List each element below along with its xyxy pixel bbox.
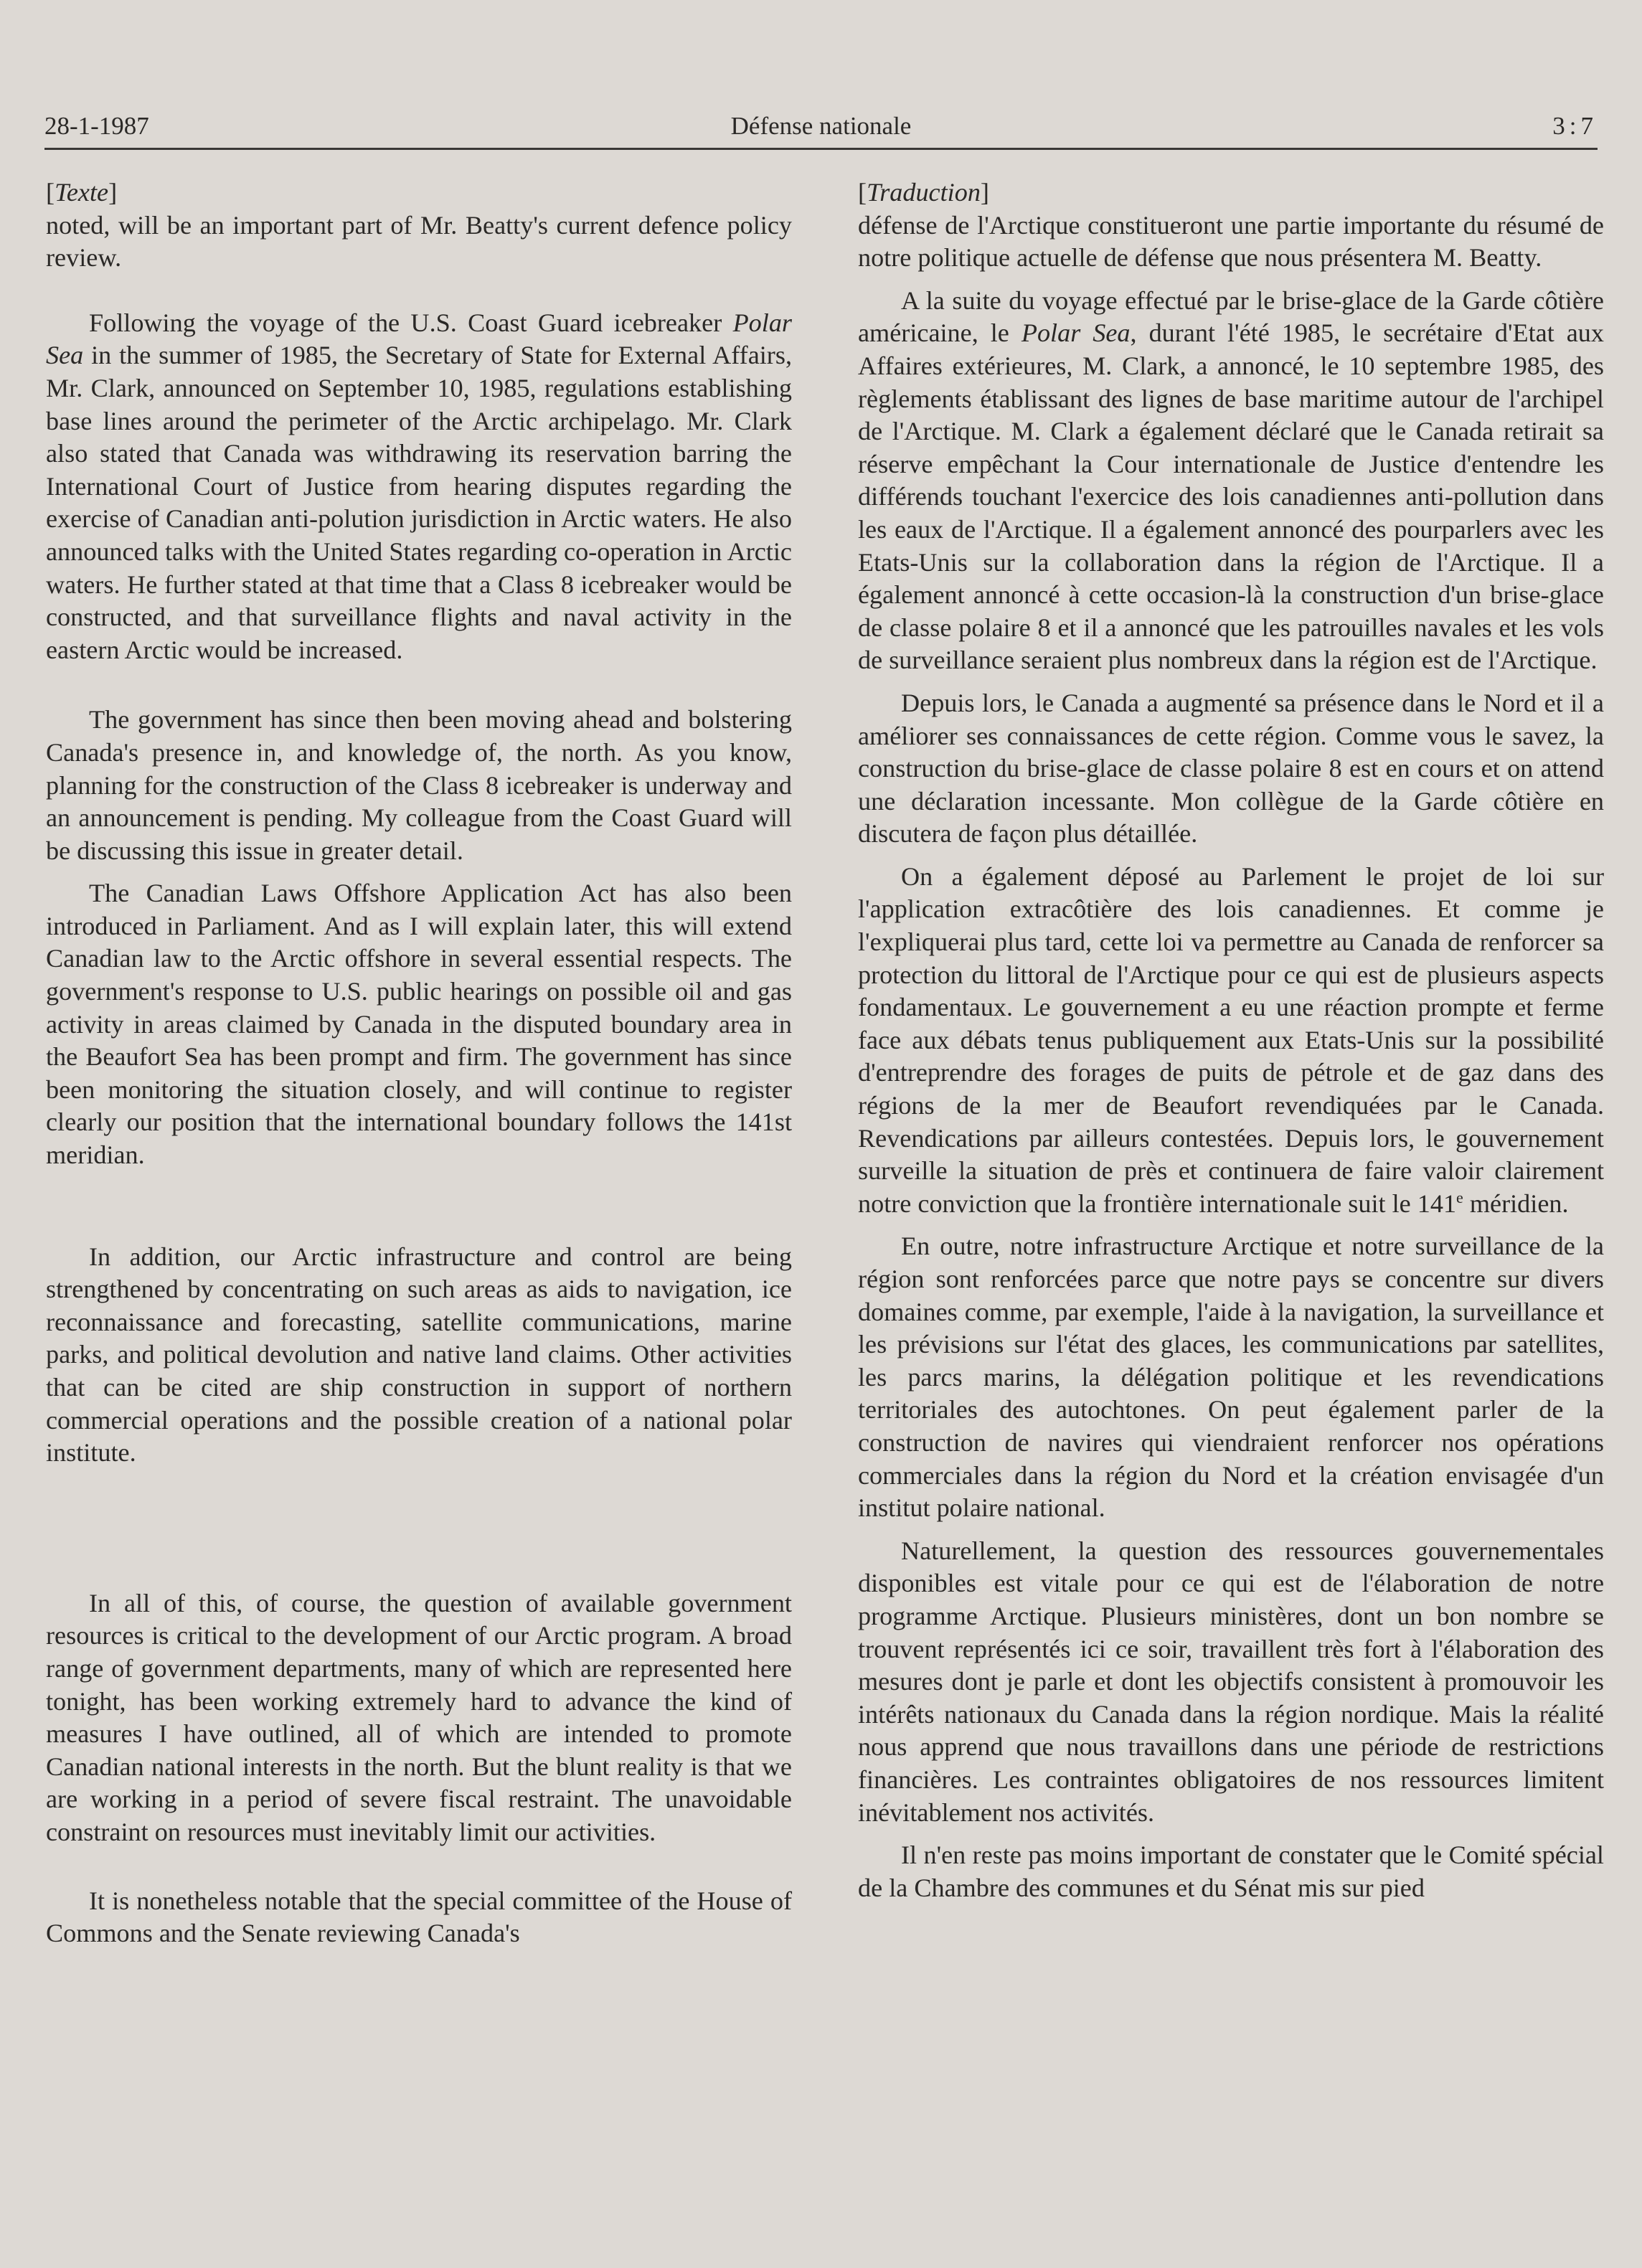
paragraph: En outre, notre infrastructure Arctique et notre surveillance de la région sont renforcées parce que notre pays se concentre sur divers domaines comme, par exemple, l'aide à la navigation, la surveillance et les prévisions sur l'état des glaces, les communications par satellites, les parcs marins, la délégation politique et les revendications territoriales des autochtones. On peut également parler de la construction de navires qui viendraient renforcer nos opérations commerciales dans la région du Nord et la création envisagée d'un institut polaire national. (858, 1232, 1604, 1523)
language-tag: [Traduction] (858, 178, 989, 207)
paragraph: In all of this, of course, the question of available government resources is critical to the development of our Arctic program. A broad range of government departments, many of which are represented here tonight, has been working extremely hard to advance the kind of measures I have outlined, all of which are intended to promote Canadian national interests in the north. But the blunt reality is that we are working in a period of severe fiscal restraint. The unavoidable constraint on resources must inevitably limit our activities. (46, 1588, 792, 1846)
paragraph: The government has since then been moving ahead and bolstering Canada's presence in, and knowledge of, the north. As you know, planning for the construction of the Class 8 icebreaker is underway and an announcement is pending. My colleague from the Coast Guard will be discussing this issue in greater detail. (46, 705, 792, 865)
english-column (46, 176, 792, 1950)
paragraph: In addition, our Arctic infrastructure and control are being strengthened by concentrating on such areas as aids to navigation, ice reconnaissance and forecasting, satellite communications, marine parks, and political devolution and native land claims. Other activities that can be cited are ship construction in support of northern commercial operations and the possible creation of a national polar institute. (46, 1242, 792, 1468)
paragraph: On a également déposé au Parlement le projet de loi sur l'application extracôtière des lois canadiennes. Et comme je l'expliquerai plus tard, cette loi va permettre au Canada de renforcer sa protection du littoral de l'Arctique pour ce qui est de plusieurs aspects fondamentaux. Le gouvernement a eu une réaction prompte et ferme face aux débats tenus publiquement aux Etats-Unis sur la possibilité d'entreprendre des forages de puits de pétrole et de gaz dans des régions de la mer de Beaufort revendiquées par le Canada. Revendications par ailleurs contestées. Depuis lors, le gouvernement surveille la situation de près et continuera de faire valoir clairement notre conviction que la frontière internationale suit le 141e méridien. (858, 861, 1604, 1218)
header-title: Défense nationale (730, 112, 912, 140)
paragraph: A la suite du voyage effectué par le brise-glace de la Garde côtière américaine, le Polar Sea, durant l'été 1985, le secrétaire d'Etat aux Affaires extérieures, M. Clark, a annoncé, le 10 septembre 1985, des règlements établissant des lignes de base maritime autour de l'archipel de l'Arctique. M. Clark a également déclaré que le Canada retirait sa réserve empêchant la Cour internationale de Justice d'entendre les différends touchant l'exercice des lois canadiennes anti-pollution dans les eaux de l'Arctique. Il a également annoncé des pourparlers avec les Etats-Unis sur la collaboration dans la région de l'Arctique. Il a également annoncé à cette occasion-là la construction d'un brise-glace de classe polaire 8 et il a annoncé que les patrouilles navales et les vols de surveillance seraient plus nombreux dans la région est de l'Arctique. (858, 285, 1604, 675)
header-page-number: 3:7 (1552, 112, 1598, 140)
page-header (44, 106, 1598, 145)
header-date: 28-1-1987 (44, 112, 149, 140)
french-column (858, 176, 1604, 1904)
paragraph: Naturellement, la question des ressources gouvernementales disponibles est vitale pour ce qui est de l'élaboration de notre programme Arctique. Plusieurs ministères, dont un bon nombre se trouvent représentés ici ce soir, travaillent très fort à l'élaboration des mesures dont je parle et dont les objectifs consistent à promouvoir les intérêts nationaux du Canada dans la région nordique. Mais la réalité nous apprend que nous travaillons dans une période de restrictions financières. Les contraintes obligatoires de nos ressources limitent inévitablement nos activités. (858, 1536, 1604, 1827)
paragraph: Depuis lors, le Canada a augmenté sa présence dans le Nord et il a améliorer ses connaissances de cette région. Comme vous le savez, la construction du brise-glace de classe polaire 8 est en cours et on attend une déclaration incessante. Mon collègue de la Garde côtière en discutera de façon plus détaillée. (858, 688, 1604, 849)
paragraph: Il n'en reste pas moins important de constater que le Comité spécial de la Chambre des communes et du Sénat mis sur pied (858, 1841, 1604, 1902)
paragraph: It is nonetheless notable that the special committee of the House of Commons and the Senate reviewing Canada's (46, 1886, 792, 1948)
paragraph: noted, will be an important part of Mr. Beatty's current defence policy review. (46, 210, 792, 273)
paragraph: défense de l'Arctique constitueront une partie importante du résumé de notre politique actuelle de défense que nous présentera M. Beatty. (858, 210, 1604, 273)
paragraph: The Canadian Laws Offshore Application Act has also been introduced in Parliament. And as I will explain later, this will extend Canadian law to the Arctic offshore in several essential respects. The government's response to U.S. public hearings on possible oil and gas activity in areas claimed by Canada in the disputed boundary area in the Beaufort Sea has been prompt and firm. The government has since been monitoring the situation closely, and will continue to register clearly our position that the international boundary follows the 141st meridian. (46, 879, 792, 1170)
language-tag: [Texte] (46, 178, 118, 207)
paragraph: Following the voyage of the U.S. Coast Guard icebreaker Polar Sea in the summer of 1985, the Secretary of State for External Affairs, Mr. Clark, announced on September 10, 1985, regulations establishing base lines around the perimeter of the Arctic archipelago. Mr. Clark also stated that Canada was withdrawing its reservation barring the International Court of Justice from hearing disputes regarding the exercise of Canadian anti-polution jurisdiction in Arctic waters. He also announced talks with the United States regarding co-operation in Arctic waters. He further stated at that time that a Class 8 icebreaker would be constructed, and that surveillance flights and naval activity in the eastern Arctic would be increased. (46, 308, 792, 664)
header-rule (44, 148, 1598, 150)
